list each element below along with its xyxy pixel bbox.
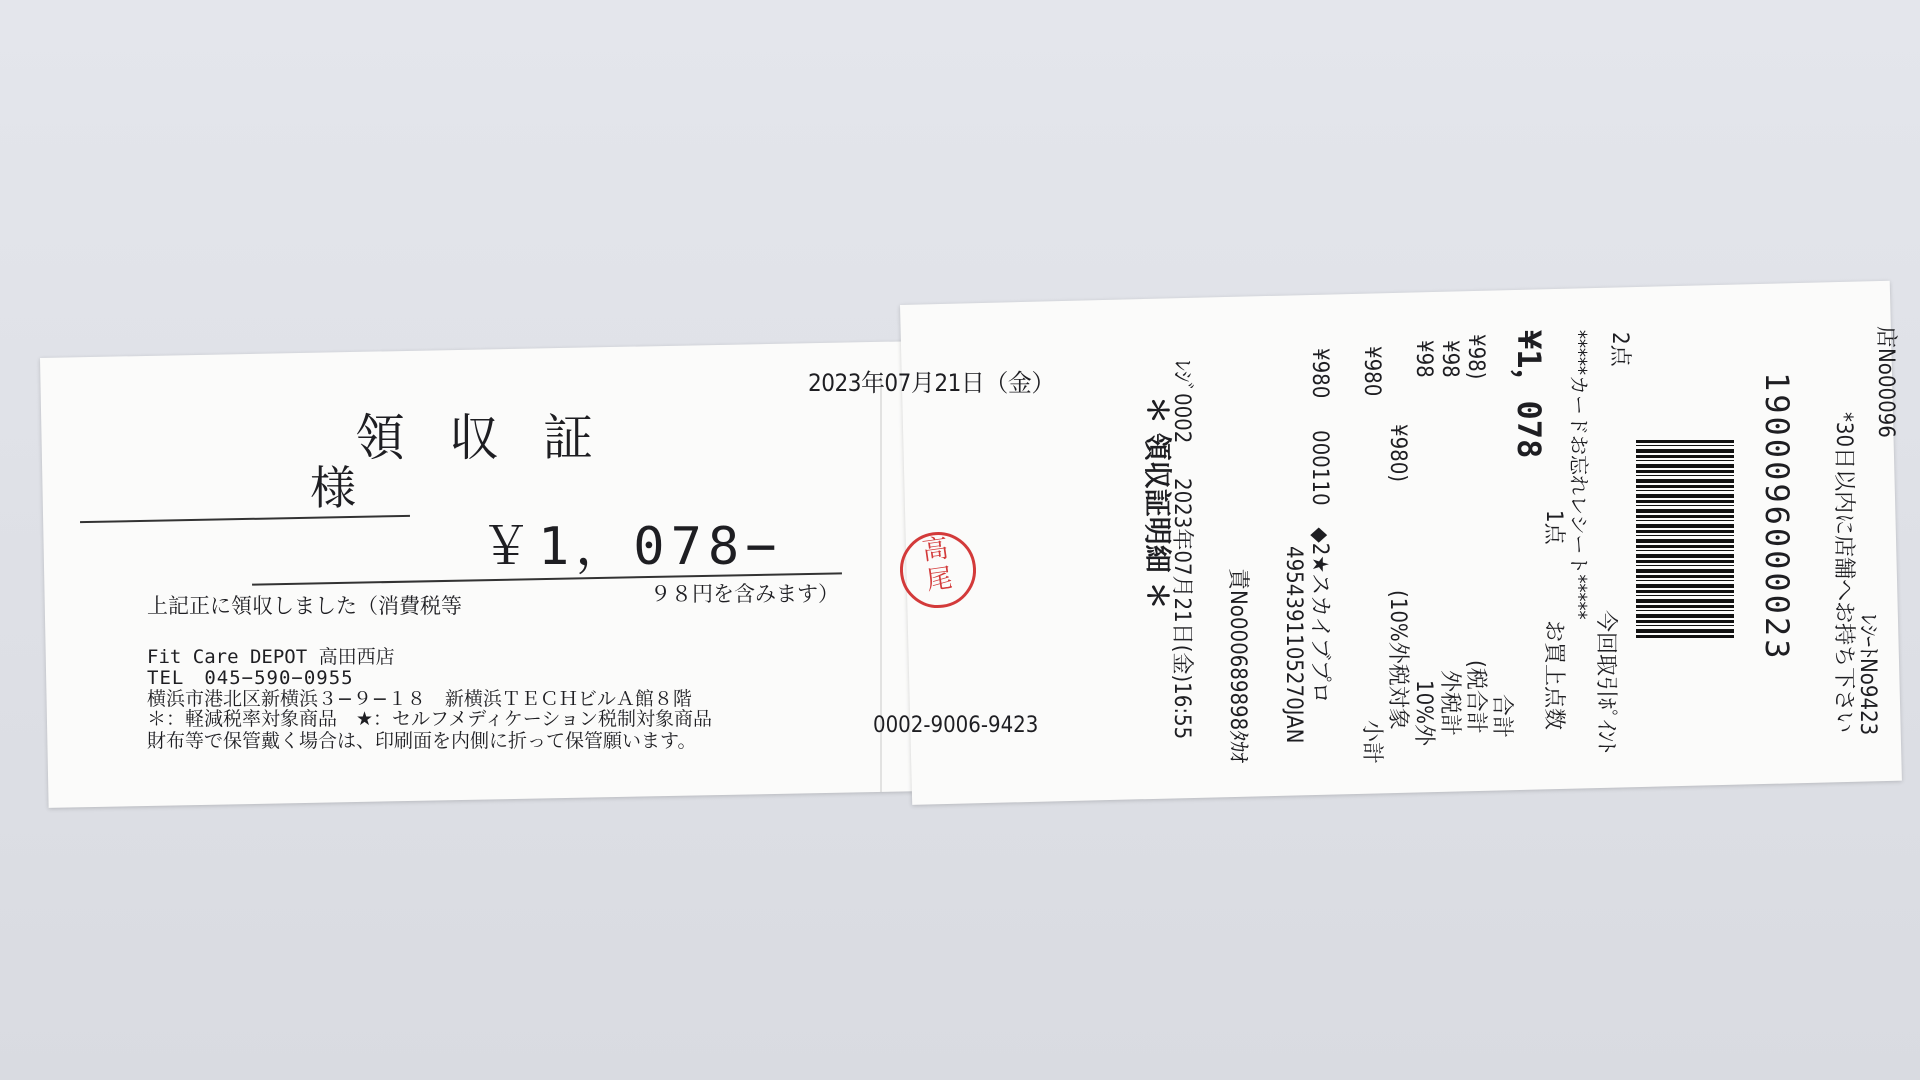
detail-datetime: 2023年07月21日(金)16:55 [1169, 478, 1194, 740]
tax-included-text: ９８円を含みます） [650, 582, 839, 606]
receipt-number: 0002-9006-9423 [873, 713, 1039, 738]
seal-char-1: 高 [920, 533, 951, 567]
receipt-title: 領収証 [355, 409, 637, 467]
tax10-label: 10%外 [1411, 680, 1436, 746]
received-text: 上記正に領収しました（消費税等 [147, 594, 462, 618]
receipt-date: 2023年07月21日（金） [808, 369, 1055, 397]
store-address: 横浜市港北区新横浜３−９−１８ 新横浜ＴＥＣＨビルＡ館８階 [147, 688, 692, 710]
tax10-value: ¥98 [1411, 340, 1436, 378]
receipt-no: ﾚｼｰﾄNo9423 [1855, 614, 1880, 736]
points-value: 2点 [1607, 332, 1632, 367]
total-label: 合計 [1489, 694, 1514, 739]
points-label: 今回取引ﾎﾟｲﾝﾄ [1593, 610, 1618, 754]
tax-total-label: (税合計 [1463, 660, 1488, 734]
quantity-label: お買上点数 [1541, 620, 1566, 731]
staff-number: 責No000689898ﾀｶｵ [1225, 568, 1250, 764]
addressee-suffix: 様 [310, 461, 356, 515]
subtotal-label: 小計 [1359, 720, 1384, 765]
store-tel: TEL 045−590−0955 [147, 667, 354, 689]
ext-tax-label: 外税計 [1437, 670, 1462, 737]
store-no: 店No00096 [1873, 326, 1898, 438]
detail-title: ＊ 領収証明細 ＊ [1141, 396, 1174, 610]
store-name: Fit Care DEPOT 高田西店 [147, 646, 395, 668]
item-line: 000110 ◆2★スカイブプロ [1307, 430, 1332, 704]
barcode-number: 1900096000023 [1758, 372, 1796, 662]
taxable-label: (10%外税対象 [1385, 590, 1410, 730]
ext-tax-value: ¥98 [1437, 340, 1462, 378]
subtotal-value: ¥980 [1359, 346, 1384, 397]
taxable-value: ¥980) [1385, 424, 1410, 483]
barcode-icon [1636, 440, 1734, 640]
quantity-value: 1点 [1541, 510, 1566, 545]
return-note: *30日以内に店舗へお持ち下さい [1831, 412, 1856, 734]
receipt-amount: ￥1，078− [480, 517, 783, 577]
register-number: ﾚｼﾞ0002 [1169, 360, 1194, 444]
storage-note: 財布等で保管戴く場合は、印刷面を内側に折って保管願います。 [147, 730, 697, 752]
tax-total-value: ¥98) [1463, 334, 1488, 380]
forgot-card-note: *****カードお忘れレシート***** [1567, 330, 1591, 620]
jan-code: 4954391105270JAN [1281, 546, 1306, 744]
seal-char-2: 尾 [924, 563, 955, 597]
total-value: ¥1，078 [1510, 330, 1548, 459]
tax-note: ＊：軽減税率対象商品 ★：セルフメディケーション税制対象商品 [147, 708, 712, 730]
item-price: ¥980 [1307, 348, 1332, 399]
